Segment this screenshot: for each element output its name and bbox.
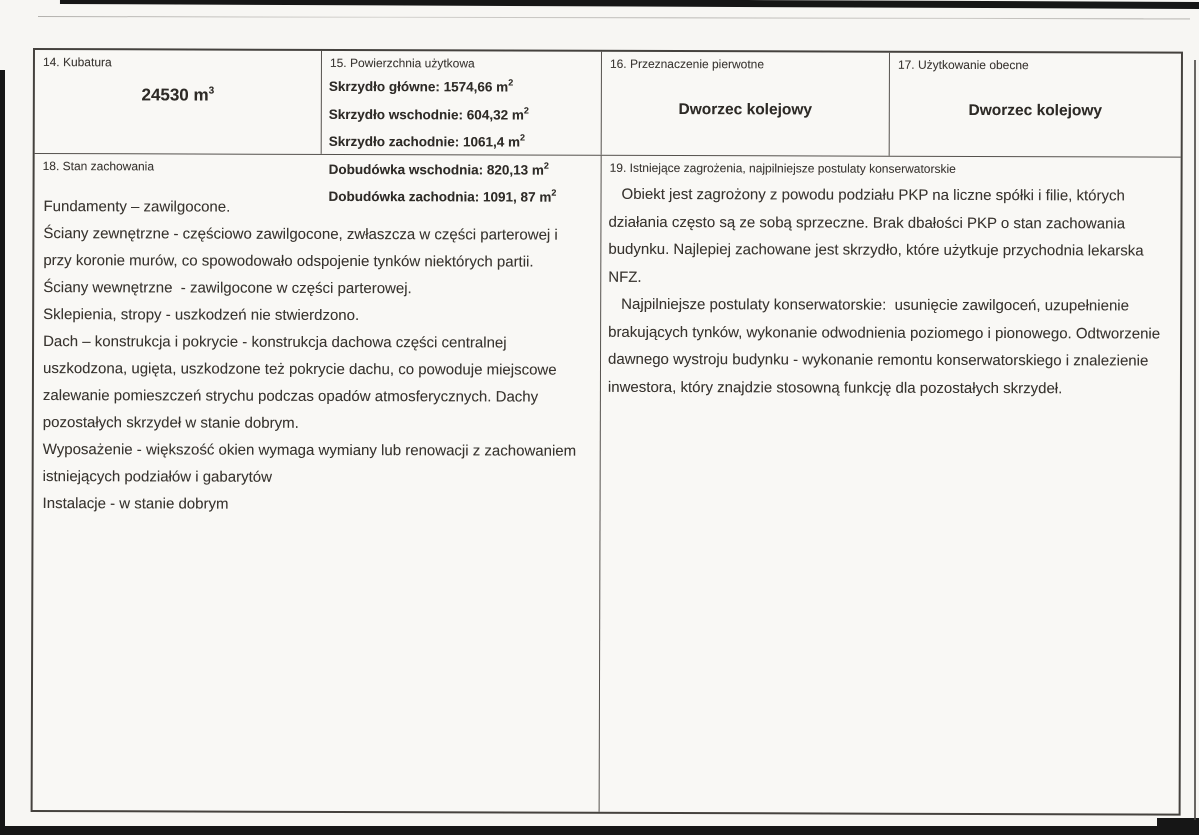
kubatura-value — [35, 85, 321, 106]
kubatura-unit-exponent: 3 — [208, 85, 215, 97]
stan-line: Instalacje - w stanie dobrym — [42, 495, 229, 513]
form-table — [31, 48, 1183, 816]
cell-zagrozenia-label: 19. Istniejące zagrożenia, najpilniejsze postulaty konserwatorskie — [609, 160, 956, 176]
area-row-text: Skrzydło zachodnie: 1061,4 m — [328, 133, 521, 150]
cell-zagrozenia-postulaty — [600, 156, 1181, 814]
area-row-text: Dobudówka zachodnia: 1091, 87 m — [328, 188, 552, 205]
scan-artifact-fold-line — [38, 16, 1190, 19]
cell-przeznaczenie-label: 16. Przeznaczenie pierwotne — [609, 56, 765, 72]
cell-przeznaczenie-pierwotne — [602, 52, 890, 156]
area-row — [329, 98, 595, 126]
area-unit-exponent: 2 — [520, 132, 526, 143]
area-row — [329, 71, 595, 99]
cell-stan-label: 18. Stan zachowania — [42, 159, 155, 174]
stan-line: Ściany zewnętrzne - częściowo zawilgocone, zwłaszcza w części parterowej i przy koronie murów, co spowodowało odspojenie tynków niektórych partii. — [43, 225, 562, 271]
stan-line: Sklepienia, stropy - uszkodzeń nie stwierdzono. — [43, 306, 360, 325]
area-row — [329, 126, 595, 154]
cell-stan-zachowania — [33, 154, 602, 812]
zagrozenia-paragraph: Obiekt jest zagrożony z powodu podziału PKP na liczne spółki i filie, których działania często są ze sobą sprzeczne. Brak dbałości PKP o stan zachowania budynku. Najlepiej zachowane jest skrzydło, które użytkuje przychodnia lekarska NFZ. — [608, 185, 1148, 286]
cell-kubatura-label: 14. Kubatura — [42, 55, 112, 70]
area-unit-exponent: 2 — [543, 160, 549, 171]
cell-uzytkowanie-obecne — [890, 53, 1181, 157]
scan-edge-top — [60, 0, 1199, 9]
area-unit-exponent: 2 — [508, 77, 514, 88]
form-row-bottom — [33, 154, 1181, 814]
stan-line: Dach – konstrukcja i pokrycie - konstrukcja dachowa części centralnej uszkodzona, ugięta, uszkodzone też pokrycie dachu, co powoduje miejscowe zalewanie pomieszczeń strychu podczas opadów atmosferycznych. Dachy pozostałych skrzydeł w stanie dobrym. — [42, 333, 561, 432]
area-row-text: Dobudówka wschodnia: 820,13 m — [328, 161, 544, 178]
uzytkowanie-value: Dworzec kolejowy — [968, 101, 1103, 120]
area-unit-exponent: 2 — [551, 187, 557, 198]
przeznaczenie-value: Dworzec kolejowy — [678, 101, 813, 119]
cell-uzytkowanie-label: 17. Użytkowanie obecne — [897, 57, 1029, 73]
cell-powierzchnia-uzytkowa — [322, 51, 602, 205]
stan-line: Ściany wewnętrzne - zawilgocone w części parterowej. — [43, 279, 412, 298]
kubatura-value-text: 24530 m — [141, 85, 209, 105]
scan-edge-corner — [1157, 818, 1199, 835]
stan-line: Wyposażenie - większość okien wymaga wymiany lub renowacji z zachowaniem istniejących podziałów i gabarytów — [42, 441, 581, 486]
area-row-text: Skrzydło wschodnie: 604,32 m — [328, 106, 524, 123]
area-row-text: Skrzydło główne: 1574,66 m — [328, 78, 509, 95]
area-unit-exponent: 2 — [523, 105, 529, 116]
cell-powierzchnia-label: 15. Powierzchnia użytkowa — [329, 55, 475, 71]
scan-edge-left — [0, 70, 5, 835]
stan-zachowania-text — [34, 193, 601, 519]
zagrozenia-paragraph: Najpilniejsze postulaty konserwatorskie: usunięcie zawilgoceń, uzupełnienie brakujących tynków, wykonanie odwodnienia poziomego i pionowego. Odtworzenie dawnego wystroju budynku - wykonanie remontu konserwatorskiego i znalezienie inwestora, który znajdzie stosowną funkcję dla pozostałych skrzydeł. — [607, 295, 1165, 397]
stan-line: Fundamenty – zawilgocone. — [43, 198, 231, 216]
scan-edge-right — [1194, 60, 1196, 820]
zagrozenia-text — [601, 181, 1181, 403]
scan-edge-bottom — [0, 826, 1199, 835]
cell-kubatura — [35, 50, 322, 154]
